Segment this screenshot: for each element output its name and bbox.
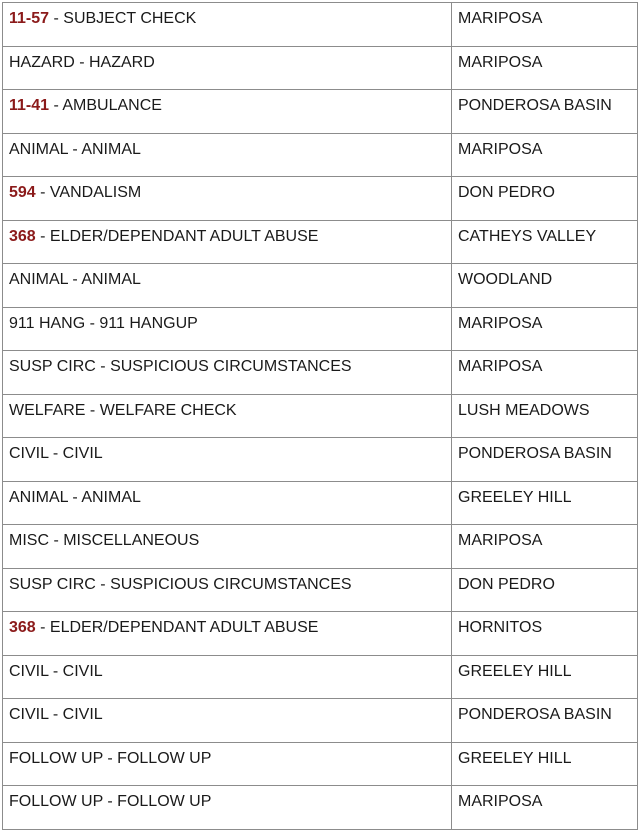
location-cell bbox=[452, 220, 638, 264]
incident-cell bbox=[3, 264, 452, 308]
incident-cell bbox=[3, 525, 452, 569]
incident-text bbox=[9, 177, 451, 202]
table-row bbox=[3, 133, 638, 177]
incident-description: - ANIMAL bbox=[67, 488, 141, 506]
incident-code: ANIMAL bbox=[9, 271, 68, 288]
location-text: PONDEROSA BASIN bbox=[458, 97, 612, 114]
location-cell bbox=[452, 481, 638, 525]
incident-text bbox=[9, 308, 451, 333]
location-cell bbox=[452, 394, 638, 438]
table-row bbox=[3, 786, 638, 830]
table-row bbox=[3, 351, 638, 395]
incident-text bbox=[9, 90, 451, 115]
location-text: HORNITOS bbox=[458, 619, 543, 636]
table-row bbox=[3, 742, 638, 786]
incident-cell bbox=[3, 307, 452, 351]
table-row bbox=[3, 220, 638, 264]
location-text: MARIPOSA bbox=[458, 53, 543, 71]
location-cell bbox=[452, 307, 638, 351]
incident-cell bbox=[3, 177, 452, 221]
incident-text bbox=[9, 656, 451, 681]
location-text: DON PEDRO bbox=[458, 575, 555, 593]
incident-cell bbox=[3, 394, 452, 438]
location-cell bbox=[452, 438, 638, 482]
incident-cell bbox=[3, 481, 452, 525]
location-cell bbox=[452, 568, 638, 612]
incident-cell bbox=[3, 351, 452, 395]
table-row bbox=[3, 3, 638, 47]
incident-cell bbox=[3, 220, 452, 264]
incident-text bbox=[9, 569, 451, 594]
incident-text bbox=[9, 221, 451, 246]
location-text: WOODLAND bbox=[458, 271, 553, 288]
table-row bbox=[3, 307, 638, 351]
location-text: MARIPOSA bbox=[458, 10, 543, 27]
incident-code: FOLLOW UP bbox=[9, 793, 103, 810]
location-text: MARIPOSA bbox=[458, 532, 543, 549]
incident-code: WELFARE bbox=[9, 401, 86, 419]
incident-cell bbox=[3, 786, 452, 830]
incident-description: - FOLLOW UP bbox=[102, 793, 212, 810]
incident-cell bbox=[3, 46, 452, 90]
incident-cell bbox=[3, 438, 452, 482]
incident-description: - HAZARD bbox=[74, 53, 155, 71]
table-row bbox=[3, 568, 638, 612]
incident-code: FOLLOW UP bbox=[9, 749, 103, 767]
incident-text bbox=[9, 438, 451, 463]
incident-cell bbox=[3, 568, 452, 612]
incident-code: 368 bbox=[9, 619, 36, 636]
table-row bbox=[3, 612, 638, 656]
incident-cell bbox=[3, 742, 452, 786]
incident-cell bbox=[3, 3, 452, 47]
location-text: MARIPOSA bbox=[458, 314, 543, 332]
incident-code: 11-41 bbox=[9, 97, 50, 114]
incident-text bbox=[9, 786, 451, 811]
table-row bbox=[3, 90, 638, 134]
incident-code: 11-57 bbox=[9, 10, 50, 27]
location-text: MARIPOSA bbox=[458, 793, 543, 810]
incident-description: - FOLLOW UP bbox=[102, 749, 212, 767]
incident-log-table bbox=[2, 2, 638, 830]
location-cell bbox=[452, 699, 638, 743]
incident-text bbox=[9, 351, 451, 376]
incident-description: - ANIMAL bbox=[67, 271, 141, 288]
incident-description: - SUSPICIOUS CIRCUMSTANCES bbox=[95, 358, 352, 375]
incident-code: ANIMAL bbox=[9, 140, 68, 158]
location-text: DON PEDRO bbox=[458, 184, 555, 201]
location-cell bbox=[452, 90, 638, 134]
location-text: CATHEYS VALLEY bbox=[458, 227, 597, 245]
incident-description: - 911 HANGUP bbox=[85, 314, 198, 332]
incident-text bbox=[9, 612, 451, 637]
location-text: PONDEROSA BASIN bbox=[458, 445, 612, 462]
location-cell bbox=[452, 742, 638, 786]
incident-text bbox=[9, 134, 451, 159]
incident-description: - CIVIL bbox=[48, 445, 103, 462]
incident-code: MISC bbox=[9, 532, 49, 549]
location-cell bbox=[452, 264, 638, 308]
incident-text bbox=[9, 699, 451, 724]
incident-description: - ELDER/DEPENDANT ADULT ABUSE bbox=[35, 619, 319, 636]
location-cell bbox=[452, 612, 638, 656]
location-text: GREELEY HILL bbox=[458, 488, 572, 506]
table-row bbox=[3, 177, 638, 221]
incident-log-body bbox=[3, 3, 638, 830]
incident-description: - ANIMAL bbox=[67, 140, 141, 158]
incident-text bbox=[9, 482, 451, 507]
incident-code: 911 HANG bbox=[9, 314, 86, 332]
incident-description: - MISCELLANEOUS bbox=[49, 532, 200, 549]
incident-description: - WELFARE CHECK bbox=[85, 401, 237, 419]
incident-text bbox=[9, 264, 451, 289]
incident-description: - SUBJECT CHECK bbox=[49, 10, 197, 27]
location-cell bbox=[452, 177, 638, 221]
incident-cell bbox=[3, 133, 452, 177]
incident-description: - CIVIL bbox=[48, 706, 103, 723]
incident-description: - ELDER/DEPENDANT ADULT ABUSE bbox=[35, 227, 319, 245]
location-text: LUSH MEADOWS bbox=[458, 401, 590, 419]
location-text: MARIPOSA bbox=[458, 358, 543, 375]
location-cell bbox=[452, 525, 638, 569]
location-text: GREELEY HILL bbox=[458, 662, 572, 680]
incident-cell bbox=[3, 612, 452, 656]
table-row bbox=[3, 394, 638, 438]
incident-cell bbox=[3, 699, 452, 743]
incident-text bbox=[9, 47, 451, 72]
incident-code: ANIMAL bbox=[9, 488, 68, 506]
incident-code: SUSP CIRC bbox=[9, 575, 96, 593]
incident-cell bbox=[3, 90, 452, 134]
incident-code: SUSP CIRC bbox=[9, 358, 96, 375]
incident-description: - CIVIL bbox=[48, 662, 103, 680]
incident-cell bbox=[3, 655, 452, 699]
incident-text bbox=[9, 525, 451, 550]
incident-code: HAZARD bbox=[9, 53, 75, 71]
table-row bbox=[3, 264, 638, 308]
table-row bbox=[3, 699, 638, 743]
incident-description: - SUSPICIOUS CIRCUMSTANCES bbox=[95, 575, 352, 593]
incident-description: - VANDALISM bbox=[35, 184, 142, 201]
table-row bbox=[3, 46, 638, 90]
incident-code: CIVIL bbox=[9, 706, 49, 723]
incident-code: 594 bbox=[9, 184, 36, 201]
location-text: GREELEY HILL bbox=[458, 749, 572, 767]
location-cell bbox=[452, 351, 638, 395]
location-cell bbox=[452, 786, 638, 830]
incident-description: - AMBULANCE bbox=[49, 97, 162, 114]
table-row bbox=[3, 525, 638, 569]
incident-code: CIVIL bbox=[9, 662, 49, 680]
location-cell bbox=[452, 46, 638, 90]
incident-text bbox=[9, 3, 451, 28]
incident-text bbox=[9, 743, 451, 768]
location-cell bbox=[452, 3, 638, 47]
table-row bbox=[3, 655, 638, 699]
location-cell bbox=[452, 133, 638, 177]
location-text: PONDEROSA BASIN bbox=[458, 706, 612, 723]
table-row bbox=[3, 438, 638, 482]
incident-code: CIVIL bbox=[9, 445, 49, 462]
table-row bbox=[3, 481, 638, 525]
location-text: MARIPOSA bbox=[458, 140, 543, 158]
incident-text bbox=[9, 395, 451, 420]
incident-code: 368 bbox=[9, 227, 36, 245]
location-cell bbox=[452, 655, 638, 699]
